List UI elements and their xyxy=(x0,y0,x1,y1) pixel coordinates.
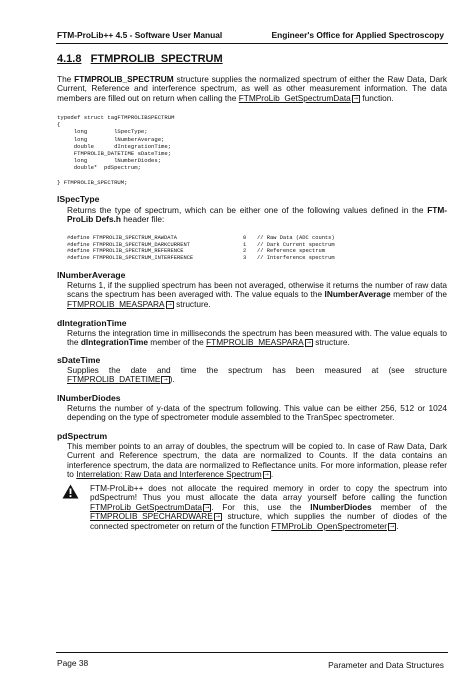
link-spechardware[interactable]: FTMPROLIB_SPECHARDWARE xyxy=(90,511,213,522)
jump-icon[interactable]: → xyxy=(167,301,172,308)
define-row: #define FTMPROLIB_SPECTRUM_RAWDATA 0 // Raw Data (ADC counts) xyxy=(67,235,335,241)
define-list xyxy=(67,235,335,261)
header-rule xyxy=(56,43,448,44)
member-desc-lnumberaverage: Returns 1, if the supplied spectrum has been not averaged, otherwise it returns the number of raw data scans the spectrum has been averaged with. The value equals to the lNumberAverage member of the FTMPROLIB_MEASPARA → structure. xyxy=(67,280,447,309)
member-term-sdatetime: sDateTime xyxy=(57,355,101,365)
warning-icon xyxy=(62,484,79,499)
header-title: FTM-ProLib++ 4.5 - Software User Manual xyxy=(57,30,223,40)
page-number: Page 38 xyxy=(57,658,89,668)
link-measpara[interactable]: FTMPROLIB_MEASPARA xyxy=(206,337,304,348)
jump-icon[interactable]: → xyxy=(353,95,358,102)
jump-icon[interactable]: → xyxy=(390,523,395,530)
member-term-lnumberdiodes: lNumberDiodes xyxy=(57,393,121,403)
section-number: 4.1.8 xyxy=(57,53,82,65)
member-desc-lnumberdiodes: Returns the number of y-data of the spectrum following. This value can be either 256, 512 or 1024 depending on the type of spectrometer module assembled to the TranSpec spectrometer. xyxy=(67,403,447,423)
define-row: #define FTMPROLIB_SPECTRUM_DARKCURRENT 1 // Dark Current spectrum xyxy=(67,241,335,248)
jump-icon[interactable]: → xyxy=(205,504,210,511)
define-row: #define FTMPROLIB_SPECTRUM_INTERFERENCE 3 // Interference spectrum xyxy=(67,254,335,261)
member-term-lspectype: lSpecType xyxy=(57,194,100,204)
jump-icon[interactable]: → xyxy=(163,377,168,384)
member-term-lnumberaverage: lNumberAverage xyxy=(57,270,126,280)
jump-icon[interactable]: → xyxy=(264,472,269,479)
member-desc-pdspectrum: This member points to an array of doubles, the spectrum will be copied to. In case of Raw Data, Dark Current and Reference spectrum, the data are normalized to Counts. If the data contains an interference spectrum, the data are normalized to Reflectance units. For more information, please refer to Interrelation: Raw Data and Interference Spectrum → . xyxy=(67,441,447,480)
link-get-spectrum-data[interactable]: FTMProLib_GetSpectrumData xyxy=(238,92,351,103)
footer-rule xyxy=(56,652,448,653)
section-title: FTMPROLIB_SPECTRUM xyxy=(90,53,223,65)
jump-icon[interactable]: → xyxy=(215,514,220,521)
link-datetime[interactable]: FTMPROLIB_DATETIME xyxy=(67,374,161,385)
define-row: #define FTMPROLIB_SPECTRUM_REFERENCE 2 // Reference spectrum xyxy=(67,248,325,255)
section-heading xyxy=(57,53,223,65)
member-desc-sdatetime: Supplies the date and time the spectrum has been measured at (see structure FTMPROLIB_DATETIME → ). xyxy=(67,365,447,385)
member-desc-lspectype: Returns the type of spectrum, which can be either one of the following values defined in the FTM-ProLib Defs.h header file: xyxy=(67,205,447,225)
header-company: Engineer's Office for Applied Spectroscopy xyxy=(271,30,444,40)
member-term-dintegrationtime: dIntegrationTime xyxy=(57,318,127,328)
link-get-spectrum-data[interactable]: FTMProLib_GetSpectrumData xyxy=(90,501,203,512)
struct-code-block: typedef struct tagFTMPROLIBSPECTRUM { long lSpecType; long lNumberAverage; double dIntegrationTime; FTMPROLIB_DATETIME sDateTime; long lNumberDiodes; double* pdSpectrum; } FTMPROLIB_SPECTRUM; xyxy=(57,114,175,186)
intro-paragraph: The FTMPROLIB_SPECTRUM structure supplies the normalized spectrum of either the Raw Data, Dark Current, Reference and interference spectrum, as well as other measurement information. The data members are filled out on return when calling the FTMProLib_GetSpectrumData → function. xyxy=(57,74,447,103)
member-term-pdspectrum: pdSpectrum xyxy=(57,431,108,441)
link-open-spectrometer[interactable]: FTMProLib_OpenSpectrometer xyxy=(271,520,388,531)
member-desc-dintegrationtime: Returns the integration time in milliseconds the spectrum has been measured with. The value equals to the dIntegrationTime member of the FTMPROLIB_MEASPARA → structure. xyxy=(67,328,447,348)
link-measpara[interactable]: FTMPROLIB_MEASPARA xyxy=(67,298,165,309)
link-interrelation[interactable]: Interrelation: Raw Data and Interference Spectrum xyxy=(76,469,262,480)
jump-icon[interactable]: → xyxy=(306,340,311,347)
footer-chapter: Parameter and Data Structures xyxy=(328,660,444,670)
warning-text: FTM-ProLib++ does not allocate the required memory in order to copy the spectrum into pdSpectrum! Thus you must allocate the data array yourself before calling the function FTMProLib_GetSpectrumData → . For this, use the lNumberDiodes member of the FTMPROLIB_SPECHARDWARE → structure, which supplies the number of diodes of the connected spectrometer on return of the function FTMProLib_OpenSpectrometer → . xyxy=(90,483,447,531)
